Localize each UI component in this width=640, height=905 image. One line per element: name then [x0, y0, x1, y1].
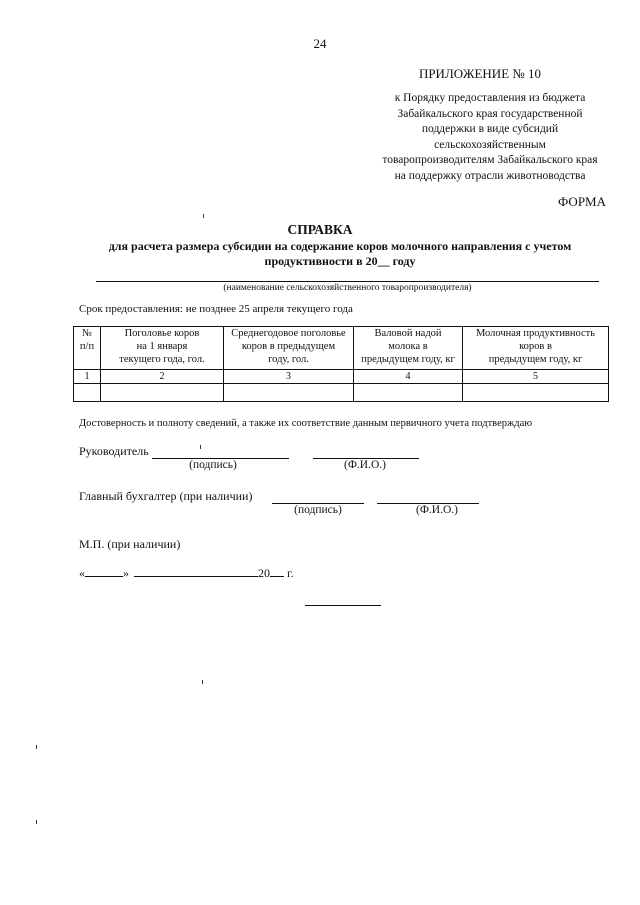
- year-prefix: 20: [258, 566, 270, 580]
- column-number: 3: [224, 370, 354, 384]
- header-text: коров в: [519, 341, 552, 352]
- appendix-text: [365, 91, 615, 184]
- header-text: коров в предыдущем: [241, 341, 336, 352]
- scan-mark: [203, 214, 204, 218]
- header-text: на 1 января: [136, 341, 188, 352]
- header-cell-number: [74, 327, 101, 370]
- accountant-name-caption: (Ф.И.О.): [416, 504, 458, 516]
- separator-line: [305, 605, 381, 606]
- appendix-line: поддержки в виде субсидий: [421, 123, 559, 135]
- table-row: [74, 384, 609, 402]
- year-line[interactable]: [270, 576, 284, 577]
- appendix-line: сельскохозяйственным: [434, 138, 546, 151]
- table-cell[interactable]: [101, 384, 224, 402]
- column-number-row: [74, 370, 609, 384]
- table-cell[interactable]: [224, 384, 354, 402]
- scan-mark: [200, 445, 201, 449]
- date-close-quote: »: [123, 566, 129, 580]
- column-number: 5: [463, 370, 609, 384]
- appendix-line: Забайкальского края государственной: [397, 107, 583, 120]
- form-label: ФОРМА: [558, 194, 606, 209]
- header-text: году, гол.: [268, 354, 309, 365]
- deadline-text: Срок предоставления: не позднее 25 апреля текущего года: [79, 303, 353, 315]
- header-text: Среднегодовое поголовье: [231, 328, 346, 339]
- document-title: СПРАВКА: [287, 222, 353, 237]
- date-open-quote: «: [79, 566, 85, 580]
- data-table: [73, 326, 609, 402]
- subtitle-line: для расчета размера субсидии на содержание коров молочного направления с учетом: [108, 239, 572, 253]
- appendix-line: товаропроизводителям Забайкальского края: [382, 154, 598, 166]
- header-text: п/п: [79, 341, 95, 352]
- header-text: Молочная продуктивность: [475, 328, 596, 339]
- table-cell[interactable]: [74, 384, 101, 402]
- stamp-label: М.П. (при наличии): [79, 537, 181, 551]
- table-cell[interactable]: [354, 384, 463, 402]
- appendix-title: ПРИЛОЖЕНИЕ № 10: [418, 66, 542, 81]
- header-text: молока в: [388, 341, 428, 352]
- header-cell-productivity: [463, 327, 609, 370]
- head-signature-caption: (подпись): [189, 459, 237, 471]
- producer-caption: (наименование сельскохозяйственного товаропроизводителя): [223, 283, 472, 293]
- scan-mark: [36, 820, 37, 824]
- table-cell[interactable]: [463, 384, 609, 402]
- column-number: 2: [101, 370, 224, 384]
- certification-text: Достоверность и полноту сведений, а также их соответствие данным первичного учета подтверждаю: [79, 418, 533, 429]
- appendix-line: к Порядку предоставления из бюджета: [394, 92, 586, 104]
- header-text: №: [81, 328, 93, 339]
- head-name-caption: (Ф.И.О.): [344, 459, 386, 471]
- producer-name-line: [96, 281, 599, 282]
- header-text: текущего года, гол.: [119, 354, 205, 365]
- header-text: предыдущем году, кг: [488, 354, 583, 365]
- header-text: предыдущем году, кг: [361, 354, 455, 365]
- year-suffix: г.: [287, 566, 294, 580]
- appendix-line: на поддержку отрасли животноводства: [394, 169, 586, 182]
- day-line[interactable]: [85, 576, 123, 577]
- accountant-label: Главный бухгалтер (при наличии): [79, 489, 253, 503]
- column-number: 1: [74, 370, 101, 384]
- scan-mark: [202, 680, 203, 684]
- date-row: [79, 566, 294, 581]
- page-number: 24: [313, 36, 327, 51]
- header-cell-cows-jan1: [101, 327, 224, 370]
- header-text: Поголовье коров: [124, 328, 200, 339]
- header-cell-avg-cows: [224, 327, 354, 370]
- header-text: Валовой надой: [374, 328, 442, 339]
- month-line[interactable]: [134, 576, 258, 577]
- header-cell-milk-yield: [354, 327, 463, 370]
- table-header-row: [74, 327, 609, 370]
- scan-mark: [36, 745, 37, 749]
- accountant-signature-caption: (подпись): [294, 504, 342, 516]
- head-label: Руководитель: [79, 444, 149, 458]
- document-subtitle: [90, 239, 590, 269]
- column-number: 4: [354, 370, 463, 384]
- subtitle-line: продуктивности в 20__ году: [264, 254, 416, 268]
